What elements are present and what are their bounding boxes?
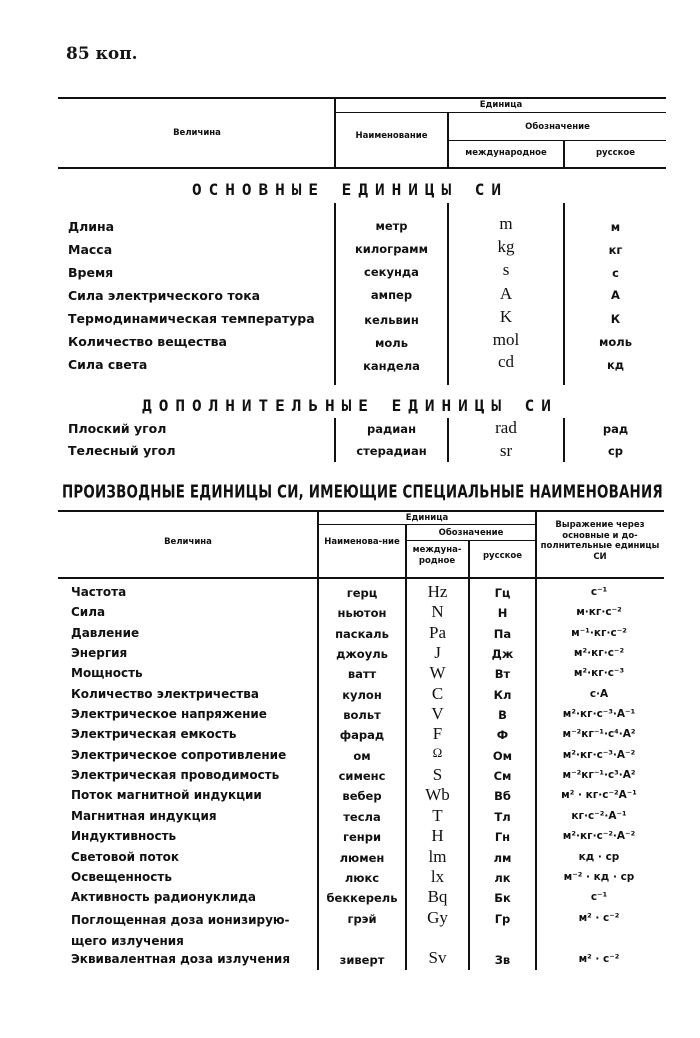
derived-rus-symbol: Гц: [494, 586, 511, 600]
derived-expression: м²·кг·с⁻²: [573, 647, 625, 659]
derived-rus-symbol: Па: [493, 627, 512, 641]
derived-intl-symbol: N: [431, 602, 444, 621]
base-quantity: Сила света: [68, 357, 148, 372]
table2-top-rule: [58, 510, 664, 512]
derived-quantity: Электрическая емкость: [71, 727, 237, 741]
base-quantity: Масса: [68, 242, 113, 257]
derived-rus-symbol: Гн: [494, 830, 511, 844]
derived-expression: с⁻¹: [590, 586, 608, 598]
t2-header-designation: Обозначение: [438, 528, 504, 538]
base-quantity: Длина: [68, 219, 115, 234]
derived-quantity: Магнитная индукция: [71, 809, 217, 823]
derived-unit-name: грэй: [347, 912, 377, 926]
derived-unit-name: кулон: [342, 688, 382, 702]
base-quantity: Время: [68, 265, 114, 280]
derived-intl-symbol: J: [434, 643, 441, 662]
derived-expression: кд · ср: [578, 851, 620, 863]
base-rus-symbol: с: [612, 266, 619, 280]
price-label: 85 коп.: [66, 44, 138, 64]
derived-quantity: Эквивалентная доза излучения: [71, 952, 291, 966]
base-rus-symbol: А: [611, 288, 620, 302]
supp-rus-symbol: ср: [607, 444, 624, 458]
base-unit-name: моль: [375, 336, 408, 350]
base-unit-name: метр: [375, 219, 408, 233]
derived-intl-symbol: T: [432, 806, 443, 825]
base-intl-symbol: m: [499, 214, 513, 233]
supp-quantity: Телесный угол: [68, 443, 176, 458]
header-name: Наименование: [355, 131, 428, 141]
derived-quantity: Поток магнитной индукции: [71, 788, 262, 802]
derived-unit-name: беккерель: [326, 891, 398, 905]
base-quantity: Количество вещества: [68, 334, 227, 349]
base-unit-name: кельвин: [364, 313, 419, 327]
header-designation: Обозначение: [525, 122, 590, 132]
header-international: международное: [465, 148, 547, 158]
derived-rus-symbol: Гр: [494, 912, 511, 926]
unit-rule: [335, 112, 666, 113]
derived-quantity: Количество электричества: [71, 687, 259, 701]
base-unit-name: секунда: [364, 265, 419, 279]
base-rus-symbol: кд: [606, 358, 625, 372]
derived-intl-symbol: H: [431, 826, 444, 845]
derived-unit-name: герц: [346, 586, 378, 600]
derived-unit-name: фарад: [339, 728, 385, 742]
derived-intl-symbol: Sv: [428, 948, 447, 967]
derived-quantity: Энергия: [71, 646, 128, 660]
derived-unit-name: зиверт: [339, 953, 385, 967]
base-intl-symbol: mol: [492, 330, 520, 349]
supp-unit-name: радиан: [366, 422, 417, 436]
supp-intl-symbol: rad: [495, 418, 517, 437]
derived-quantity: Освещенность: [71, 870, 172, 884]
derived-quantity: Мощность: [71, 666, 143, 680]
base-unit-name: кандела: [363, 359, 420, 373]
derived-intl-symbol: W: [429, 663, 446, 682]
derived-intl-symbol: Ω: [432, 745, 443, 760]
derived-intl-symbol: V: [431, 704, 444, 723]
t2-header-name: Наименова-ние: [324, 537, 400, 547]
derived-quantity: Частота: [71, 585, 127, 599]
derived-unit-name: паскаль: [335, 627, 389, 641]
derived-intl-symbol: Hz: [427, 582, 448, 601]
derived-unit-name: люкс: [344, 871, 380, 885]
derived-unit-name: вольт: [343, 708, 381, 722]
derived-unit-name: ньютон: [337, 606, 387, 620]
derived-expression: м·кг·с⁻²: [576, 606, 622, 618]
derived-expression: м² · с⁻²: [578, 912, 620, 924]
derived-unit-name: ватт: [347, 667, 377, 681]
derived-rus-symbol: Кл: [493, 688, 512, 702]
base-intl-symbol: K: [499, 307, 513, 326]
derived-quantity: Активность радионуклида: [71, 890, 257, 904]
derived-quantity: Давление: [71, 626, 140, 640]
base-rus-symbol: кг: [608, 243, 623, 257]
base-quantity: Термодинамическая температура: [68, 311, 315, 326]
derived-rus-symbol: Ф: [496, 728, 509, 742]
table2-header-bottom-rule: [58, 577, 664, 579]
derived-expression: м² · кг·с⁻²А⁻¹: [561, 789, 637, 801]
table1-top-rule: [58, 97, 666, 99]
table1-header-bottom-rule: [58, 167, 666, 169]
t2-header-vline-4: [535, 511, 537, 578]
derived-unit-name: ом: [353, 749, 371, 763]
derived-quantity: Световой поток: [71, 850, 180, 864]
base-unit-name: ампер: [370, 288, 413, 302]
supp-intl-symbol: sr: [499, 441, 513, 460]
derived-intl-symbol: Wb: [425, 785, 450, 804]
base-intl-symbol: s: [502, 260, 510, 279]
supp-quantity: Плоский угол: [68, 421, 167, 436]
derived-unit-name: джоуль: [336, 647, 388, 661]
derived-unit-name: тесла: [343, 810, 381, 824]
derived-rus-symbol: Бк: [494, 891, 511, 905]
derived-expression: м²·кг·с⁻³·А⁻¹: [562, 708, 636, 720]
t2-header-expression: Выражение через основные и до-полнительные единицы СИ: [540, 520, 660, 562]
derived-quantity: Электрическая проводимость: [71, 768, 280, 782]
supp-rus-symbol: рад: [602, 422, 629, 436]
t2-header-russian: русское: [482, 551, 523, 561]
derived-unit-name: сименс: [338, 769, 386, 783]
derived-expression: с⁻¹: [590, 891, 608, 903]
base-intl-symbol: A: [499, 284, 513, 303]
base-unit-name: килограмм: [355, 242, 428, 256]
t2-designation-rule: [406, 540, 536, 541]
derived-intl-symbol: Gy: [427, 908, 448, 927]
derived-rus-symbol: лм: [493, 851, 512, 865]
derived-expression: м²·кг·с⁻³: [573, 667, 625, 679]
derived-expression: м⁻²кг⁻¹·с⁴·А²: [562, 728, 636, 740]
base-rus-symbol: К: [610, 312, 621, 326]
derived-rus-symbol: Вт: [494, 667, 511, 681]
derived-expression: м²·кг·с⁻²·А⁻²: [562, 830, 636, 842]
derived-expression: м⁻¹·кг·с⁻²: [571, 627, 627, 639]
derived-expression: с·А: [589, 688, 609, 700]
base-rus-symbol: моль: [599, 335, 632, 349]
supp-unit-name: стерадиан: [356, 444, 427, 458]
derived-expression: м⁻² · кд · ср: [563, 871, 635, 883]
section-title-supplementary: ДОПОЛНИТЕЛЬНЫЕ ЕДИНИЦЫ СИ: [142, 396, 558, 415]
derived-intl-symbol: F: [432, 724, 443, 743]
derived-expression: м⁻²кг⁻¹·с³·А²: [562, 769, 636, 781]
derived-quantity: Сила: [71, 605, 106, 619]
derived-expression: м²·кг·с⁻³·А⁻²: [562, 749, 636, 761]
base-quantity: Сила электрического тока: [68, 288, 261, 303]
base-intl-symbol: kg: [497, 237, 515, 256]
derived-intl-symbol: lx: [430, 867, 445, 886]
derived-intl-symbol: Pa: [429, 623, 446, 642]
derived-rus-symbol: Зв: [494, 953, 511, 967]
derived-quantity: Поглощенная доза ионизирую-щего излучения: [71, 913, 290, 948]
t2-header-unit: Единица: [405, 513, 449, 523]
derived-rus-symbol: В: [498, 708, 507, 722]
section-title-derived: ПРОИЗВОДНЫЕ ЕДИНИЦЫ СИ, ИМЕЮЩИЕ СПЕЦИАЛЬНЫЕ НАИМЕНОВАНИЯ: [62, 483, 663, 503]
derived-quantity: Электрическое напряжение: [71, 707, 267, 721]
derived-quantity: Индуктивность: [71, 829, 177, 843]
derived-rus-symbol: Н: [497, 606, 508, 620]
section-title-base: ОСНОВНЫЕ ЕДИНИЦЫ СИ: [191, 180, 509, 199]
header-russian: русское: [595, 148, 636, 158]
derived-intl-symbol: C: [431, 684, 444, 703]
derived-intl-symbol: Bq: [427, 887, 448, 906]
derived-rus-symbol: См: [493, 769, 512, 783]
derived-rus-symbol: Вб: [494, 789, 511, 803]
derived-expression: кг·с⁻²·А⁻¹: [571, 810, 627, 822]
derived-rus-symbol: Дж: [491, 647, 514, 661]
t2-header-international: междуна-родное: [412, 545, 462, 566]
header-quantity: Величина: [173, 128, 221, 138]
derived-expression: м² · с⁻²: [578, 953, 620, 965]
t2-unit-rule: [318, 524, 536, 525]
derived-quantity: Электрическое сопротивление: [71, 748, 287, 762]
base-rus-symbol: м: [610, 220, 621, 234]
base-intl-symbol: cd: [497, 352, 515, 371]
t2-header-quantity: Величина: [164, 537, 212, 547]
derived-rus-symbol: Ом: [492, 749, 513, 763]
derived-intl-symbol: lm: [428, 847, 447, 866]
header-unit: Единица: [479, 100, 523, 110]
derived-intl-symbol: S: [432, 765, 443, 784]
designation-rule: [448, 140, 666, 141]
derived-unit-name: вебер: [342, 789, 382, 803]
derived-unit-name: люмен: [339, 851, 385, 865]
derived-rus-symbol: Тл: [494, 810, 511, 824]
derived-unit-name: генри: [342, 830, 382, 844]
derived-rus-symbol: лк: [494, 871, 511, 885]
